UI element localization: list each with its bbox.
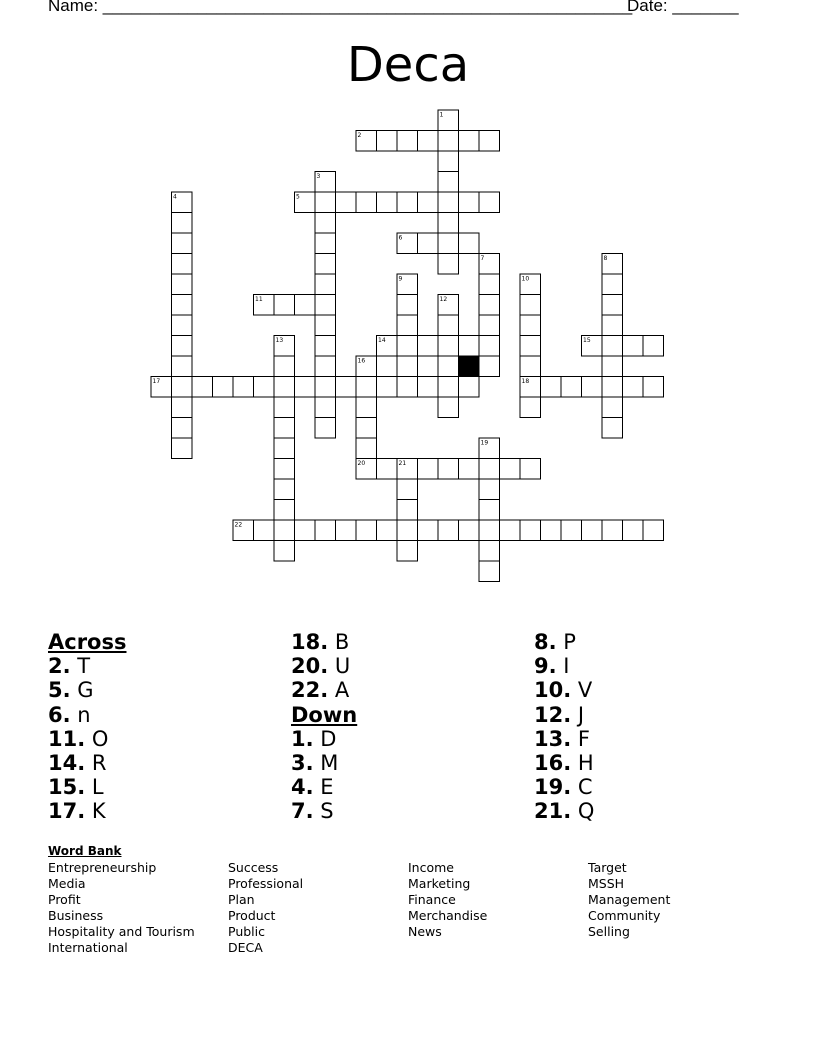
grid-cell[interactable] bbox=[479, 295, 500, 316]
clue-number-label: 13 bbox=[275, 337, 284, 344]
word-bank-item: Community bbox=[588, 908, 661, 923]
clue-column-3 bbox=[534, 630, 594, 824]
word-bank-item: Finance bbox=[408, 892, 456, 907]
grid-cell[interactable] bbox=[377, 192, 398, 213]
grid-cell[interactable] bbox=[582, 377, 603, 398]
grid-cell[interactable] bbox=[274, 438, 295, 459]
grid-cell[interactable] bbox=[274, 295, 295, 316]
clue-number-label: 5 bbox=[296, 193, 300, 201]
grid-cell[interactable] bbox=[274, 377, 295, 398]
grid-cell[interactable] bbox=[459, 192, 480, 213]
grid-cell[interactable] bbox=[561, 520, 582, 541]
grid-cell[interactable] bbox=[520, 336, 541, 357]
grid-cell[interactable] bbox=[397, 131, 418, 152]
grid-cell[interactable] bbox=[623, 377, 644, 398]
grid-black-cell bbox=[459, 356, 480, 377]
word-bank-column-3 bbox=[408, 860, 487, 940]
grid-cell[interactable] bbox=[172, 397, 193, 418]
grid-cell[interactable] bbox=[520, 315, 541, 336]
grid-cell[interactable] bbox=[438, 192, 459, 213]
grid-cell[interactable] bbox=[438, 315, 459, 336]
grid-cell[interactable] bbox=[377, 459, 398, 480]
word-bank-item: Success bbox=[228, 860, 279, 875]
clue-number-label: 3 bbox=[316, 173, 321, 180]
clue-number-label: 15 bbox=[583, 337, 591, 344]
clue-down-4: 4. E bbox=[291, 775, 334, 800]
grid-cell[interactable] bbox=[479, 459, 500, 480]
grid-cell[interactable] bbox=[397, 192, 418, 213]
clue-across-6: 6. n bbox=[48, 702, 91, 727]
clue-down-3: 3. M bbox=[291, 751, 339, 776]
name-field[interactable]: Name: ________________________________________________________ bbox=[48, 0, 633, 15]
clue-number-label: 19 bbox=[480, 439, 489, 447]
word-bank-item: MSSH bbox=[588, 876, 625, 891]
clue-number-label: 6 bbox=[398, 234, 403, 242]
grid-cell[interactable] bbox=[438, 233, 459, 254]
grid-cell[interactable] bbox=[643, 520, 664, 541]
grid-cell[interactable] bbox=[315, 213, 336, 234]
grid-cell[interactable] bbox=[438, 151, 459, 172]
grid-cell[interactable] bbox=[274, 520, 295, 541]
grid-cell[interactable] bbox=[623, 336, 644, 357]
grid-cell[interactable] bbox=[602, 397, 623, 418]
grid-cell[interactable] bbox=[274, 479, 295, 500]
clue-number-label: 12 bbox=[439, 296, 448, 303]
grid-cell[interactable] bbox=[602, 315, 623, 336]
word-bank-item: Plan bbox=[228, 892, 255, 907]
grid-cell[interactable] bbox=[397, 315, 418, 336]
grid-cell[interactable] bbox=[459, 520, 480, 541]
word-bank-item: Profit bbox=[48, 892, 81, 907]
word-bank-column-2 bbox=[228, 860, 303, 956]
word-bank-item: Management bbox=[588, 892, 671, 907]
clue-column-1 bbox=[48, 630, 126, 824]
word-bank-column-1 bbox=[48, 860, 195, 956]
grid-cell[interactable] bbox=[520, 520, 541, 541]
across-heading: Across bbox=[48, 630, 127, 654]
grid-cell[interactable] bbox=[315, 377, 336, 398]
grid-cell[interactable] bbox=[459, 336, 480, 357]
grid-cell[interactable] bbox=[561, 377, 582, 398]
grid-cell[interactable] bbox=[397, 541, 418, 562]
grid-cell[interactable] bbox=[418, 520, 439, 541]
grid-cell[interactable] bbox=[438, 377, 459, 398]
clue-number-label: 10 bbox=[521, 275, 530, 283]
grid-cell[interactable] bbox=[295, 520, 316, 541]
grid-cell[interactable] bbox=[172, 274, 193, 295]
grid-cell[interactable] bbox=[438, 356, 459, 377]
down-heading: Down bbox=[291, 702, 358, 727]
grid-cell[interactable] bbox=[520, 295, 541, 316]
grid-cell[interactable] bbox=[295, 295, 316, 316]
grid-cell[interactable] bbox=[479, 315, 500, 336]
word-bank-item: International bbox=[48, 940, 128, 955]
grid-cell[interactable] bbox=[418, 336, 439, 357]
grid-cell[interactable] bbox=[315, 418, 336, 439]
word-bank-item: DECA bbox=[228, 940, 263, 955]
page-title: Deca bbox=[346, 37, 470, 93]
grid-cell[interactable] bbox=[356, 397, 377, 418]
grid-cell[interactable] bbox=[356, 520, 377, 541]
word-bank-item: Income bbox=[408, 860, 454, 875]
grid-cell[interactable] bbox=[336, 520, 357, 541]
grid-cell[interactable] bbox=[172, 438, 193, 459]
grid-cell[interactable] bbox=[172, 356, 193, 377]
grid-cell[interactable] bbox=[172, 336, 193, 357]
grid-cell[interactable] bbox=[438, 131, 459, 152]
clue-number-label: 20 bbox=[357, 460, 366, 467]
grid-cell[interactable] bbox=[602, 295, 623, 316]
grid-cell[interactable] bbox=[438, 336, 459, 357]
grid-cell[interactable] bbox=[315, 295, 336, 316]
word-bank-column-4 bbox=[588, 860, 670, 940]
clue-number-label: 16 bbox=[357, 357, 366, 365]
clue-across-2: 2. T bbox=[48, 654, 91, 679]
clue-across-17: 17. K bbox=[48, 799, 106, 824]
grid-cell[interactable] bbox=[172, 295, 193, 316]
grid-cell[interactable] bbox=[643, 336, 664, 357]
grid-cell[interactable] bbox=[479, 336, 500, 357]
grid-cell[interactable] bbox=[438, 172, 459, 193]
grid-cell[interactable] bbox=[172, 418, 193, 439]
grid-cell[interactable] bbox=[520, 397, 541, 418]
clue-number-label: 4 bbox=[173, 193, 177, 201]
clue-across-20: 20. U bbox=[291, 654, 351, 679]
grid-cell[interactable] bbox=[356, 438, 377, 459]
grid-cell[interactable] bbox=[602, 520, 623, 541]
clue-number-label: 21 bbox=[398, 460, 407, 467]
clue-across-18: 18. B bbox=[291, 630, 350, 654]
grid-cell[interactable] bbox=[541, 520, 562, 541]
grid-cell[interactable] bbox=[315, 356, 336, 377]
clue-down-1: 1. D bbox=[291, 726, 337, 751]
grid-cell[interactable] bbox=[438, 254, 459, 275]
grid-cell[interactable] bbox=[438, 520, 459, 541]
grid-cell[interactable] bbox=[274, 541, 295, 562]
grid-cell[interactable] bbox=[172, 315, 193, 336]
grid-cell[interactable] bbox=[233, 377, 254, 398]
grid-cell[interactable] bbox=[602, 274, 623, 295]
grid-cell[interactable] bbox=[438, 213, 459, 234]
grid-cell[interactable] bbox=[397, 377, 418, 398]
grid-cell[interactable] bbox=[438, 397, 459, 418]
clue-number-label: 8 bbox=[603, 255, 608, 262]
grid-cell[interactable] bbox=[623, 520, 644, 541]
grid-cell[interactable] bbox=[479, 561, 500, 582]
grid-cell[interactable] bbox=[479, 192, 500, 213]
grid-cell[interactable] bbox=[356, 377, 377, 398]
word-bank-item: Hospitality and Tourism bbox=[48, 924, 195, 939]
grid-cell[interactable] bbox=[315, 315, 336, 336]
grid-cell[interactable] bbox=[377, 131, 398, 152]
grid-cell[interactable] bbox=[520, 356, 541, 377]
grid-cell[interactable] bbox=[418, 459, 439, 480]
word-bank-item: Target bbox=[588, 860, 627, 875]
grid-cell[interactable] bbox=[254, 520, 275, 541]
grid-cell[interactable] bbox=[274, 459, 295, 480]
grid-cell[interactable] bbox=[500, 459, 521, 480]
word-bank-item: Media bbox=[48, 876, 86, 891]
clue-number-label: 7 bbox=[480, 255, 485, 262]
word-bank-item: Public bbox=[228, 924, 265, 939]
grid-cell[interactable] bbox=[295, 377, 316, 398]
grid-cell[interactable] bbox=[315, 192, 336, 213]
grid-cell[interactable] bbox=[315, 520, 336, 541]
word-bank-item: Business bbox=[48, 908, 104, 923]
grid-cell[interactable] bbox=[479, 479, 500, 500]
grid-cell[interactable] bbox=[602, 377, 623, 398]
grid-cell[interactable] bbox=[397, 295, 418, 316]
clue-number-label: 11 bbox=[255, 296, 263, 303]
date-field[interactable]: Date: _______ bbox=[627, 0, 739, 15]
grid-cell[interactable] bbox=[377, 377, 398, 398]
clue-down-7: 7. S bbox=[291, 799, 334, 824]
grid-cell[interactable] bbox=[479, 520, 500, 541]
grid-cell[interactable] bbox=[315, 336, 336, 357]
clue-down-13: 13. F bbox=[534, 726, 590, 751]
grid-cell[interactable] bbox=[356, 418, 377, 439]
clue-down-12: 12. J bbox=[534, 702, 585, 727]
word-bank-item: News bbox=[408, 924, 442, 939]
clue-across-5: 5. G bbox=[48, 678, 94, 703]
grid-cell[interactable] bbox=[438, 459, 459, 480]
clue-across-11: 11. O bbox=[48, 726, 109, 751]
clue-number-label: 18 bbox=[521, 378, 530, 385]
clue-column-2 bbox=[291, 630, 357, 824]
grid-cell[interactable] bbox=[602, 356, 623, 377]
grid-cell[interactable] bbox=[213, 377, 234, 398]
grid-cell[interactable] bbox=[397, 336, 418, 357]
clue-down-19: 19. C bbox=[534, 775, 593, 800]
clue-number-label: 1 bbox=[439, 111, 444, 119]
grid-cell[interactable] bbox=[336, 192, 357, 213]
grid-cell[interactable] bbox=[254, 377, 275, 398]
grid-cell[interactable] bbox=[479, 274, 500, 295]
grid-cell[interactable] bbox=[172, 377, 193, 398]
clue-down-21: 21. Q bbox=[534, 799, 595, 824]
clue-across-14: 14. R bbox=[48, 751, 107, 776]
word-bank-item: Professional bbox=[228, 876, 304, 891]
grid-cell[interactable] bbox=[418, 233, 439, 254]
grid-cell[interactable] bbox=[397, 479, 418, 500]
grid-cell[interactable] bbox=[397, 520, 418, 541]
grid-cell[interactable] bbox=[602, 336, 623, 357]
grid-cell[interactable] bbox=[459, 233, 480, 254]
grid-cell[interactable] bbox=[315, 274, 336, 295]
grid-cell[interactable] bbox=[500, 520, 521, 541]
clue-number-label: 2 bbox=[357, 132, 362, 139]
clue-down-10: 10. V bbox=[534, 678, 593, 703]
grid-cell[interactable] bbox=[418, 192, 439, 213]
grid-cell[interactable] bbox=[336, 377, 357, 398]
word-bank-item: Marketing bbox=[408, 876, 471, 891]
word-bank-item: Entrepreneurship bbox=[48, 860, 157, 875]
grid-cell[interactable] bbox=[274, 356, 295, 377]
word-bank-title: Word Bank bbox=[48, 844, 122, 858]
clue-number-label: 22 bbox=[234, 521, 243, 529]
grid-cell[interactable] bbox=[274, 500, 295, 521]
word-bank-item: Merchandise bbox=[408, 908, 488, 923]
grid-cell[interactable] bbox=[172, 254, 193, 275]
clue-number-label: 14 bbox=[378, 337, 386, 344]
grid-cell[interactable] bbox=[479, 500, 500, 521]
clue-across-15: 15. L bbox=[48, 775, 104, 800]
grid-cell[interactable] bbox=[315, 233, 336, 254]
grid-cell[interactable] bbox=[643, 377, 664, 398]
grid-cell[interactable] bbox=[459, 377, 480, 398]
grid-cell[interactable] bbox=[315, 397, 336, 418]
word-bank-item: Product bbox=[228, 908, 276, 923]
clue-down-16: 16. H bbox=[534, 751, 594, 776]
grid-cell[interactable] bbox=[520, 459, 541, 480]
grid-cell[interactable] bbox=[274, 397, 295, 418]
grid-cell[interactable] bbox=[582, 520, 603, 541]
word-bank-item: Selling bbox=[588, 924, 630, 939]
clue-number-label: 17 bbox=[152, 378, 161, 385]
grid-cell[interactable] bbox=[377, 520, 398, 541]
grid-cell[interactable] bbox=[356, 192, 377, 213]
grid-cell[interactable] bbox=[459, 131, 480, 152]
grid-cell[interactable] bbox=[192, 377, 213, 398]
grid-cell[interactable] bbox=[459, 459, 480, 480]
grid-cell[interactable] bbox=[315, 254, 336, 275]
grid-cell[interactable] bbox=[172, 233, 193, 254]
clue-number-label: 9 bbox=[398, 275, 403, 283]
grid-cell[interactable] bbox=[479, 356, 500, 377]
grid-cell[interactable] bbox=[418, 377, 439, 398]
grid-cell[interactable] bbox=[397, 500, 418, 521]
grid-cell[interactable] bbox=[541, 377, 562, 398]
clue-down-8: 8. P bbox=[534, 630, 576, 654]
grid-cell[interactable] bbox=[479, 131, 500, 152]
grid-cell[interactable] bbox=[274, 418, 295, 439]
grid-cell[interactable] bbox=[602, 418, 623, 439]
clue-across-22: 22. A bbox=[291, 678, 350, 703]
grid-cell[interactable] bbox=[397, 356, 418, 377]
grid-cell[interactable] bbox=[418, 131, 439, 152]
clue-down-9: 9. I bbox=[534, 654, 570, 679]
grid-cell[interactable] bbox=[479, 541, 500, 562]
grid-cell[interactable] bbox=[172, 213, 193, 234]
